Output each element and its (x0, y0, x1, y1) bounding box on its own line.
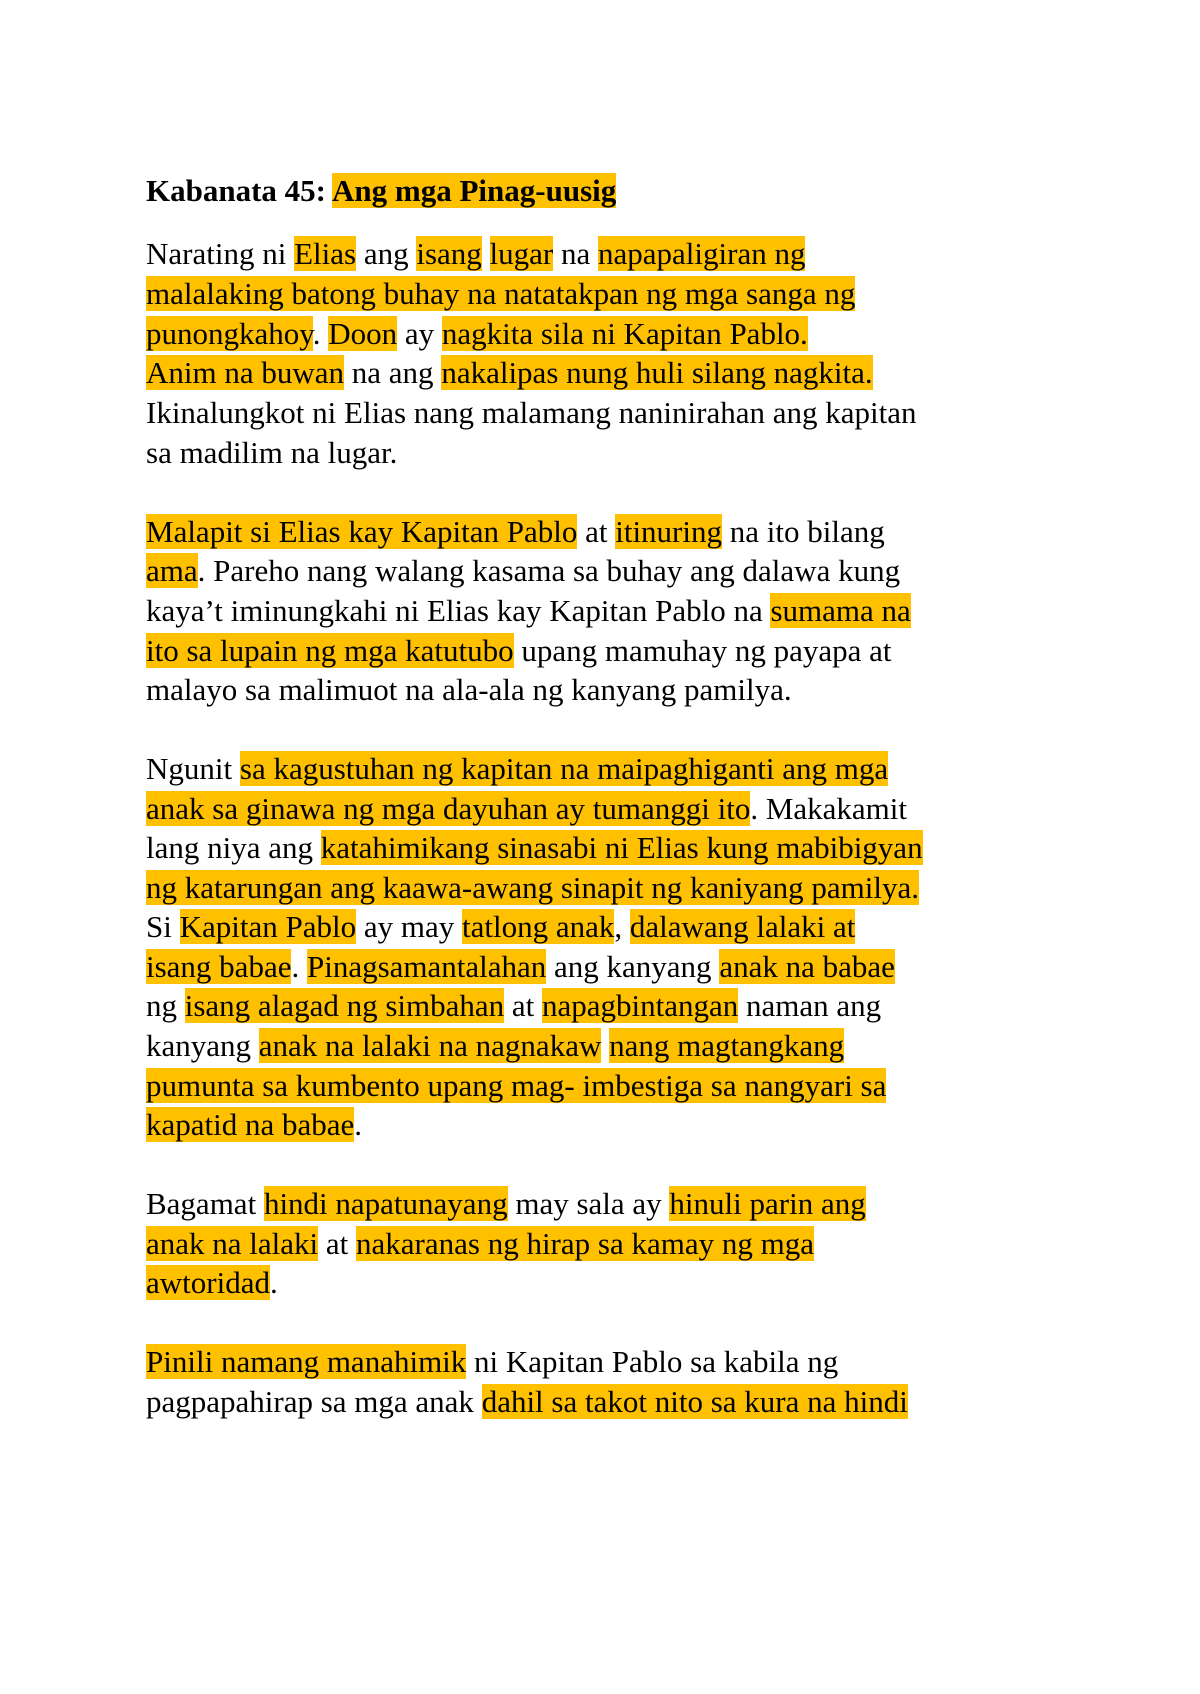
text-run: . (269, 1265, 278, 1300)
text-line (146, 313, 808, 355)
text-run: at (577, 514, 616, 549)
highlighted-text: malalaking batong buhay na natatakpan ng mga sanga ng (146, 276, 856, 311)
text-run: Bagamat (146, 1186, 264, 1221)
highlighted-text: isang (416, 236, 482, 271)
text-run: ang (356, 236, 417, 271)
text-line (146, 1183, 866, 1225)
chapter-title-highlight: Ang mga Pinag-uusig (332, 173, 617, 208)
highlighted-text: anak na lalaki (146, 1226, 319, 1261)
highlighted-text: napagbintangan (542, 988, 739, 1023)
text-line (146, 352, 873, 394)
highlighted-text: ito sa lupain ng mga katutubo (146, 633, 514, 668)
highlighted-text: kapatid na babae (146, 1107, 355, 1142)
chapter-title (146, 170, 616, 212)
text-run: . (291, 949, 307, 984)
highlighted-text: Doon (328, 316, 398, 351)
text-run: lang niya ang (146, 830, 321, 865)
text-line (146, 827, 923, 869)
text-run: pagpapahirap sa mga anak (146, 1384, 482, 1419)
highlighted-text: sa kagustuhan ng kapitan na maipaghiganti ang mga (239, 751, 889, 786)
text-line (146, 630, 892, 672)
highlighted-text: tatlong anak (462, 909, 615, 944)
text-run: na ang (344, 355, 442, 390)
highlighted-text: isang babae (146, 949, 292, 984)
text-run: . (354, 1107, 363, 1142)
highlighted-text: napapaligiran ng (598, 236, 806, 271)
text-run: , (614, 909, 630, 944)
highlighted-text: Malapit si Elias kay Kapitan Pablo (146, 514, 578, 549)
highlighted-text: hindi napatunayang (263, 1186, 508, 1221)
highlighted-text: anak na lalaki na nagnakaw (258, 1028, 602, 1063)
text-run: malayo sa malimuot na ala-ala ng kanyang pamilya. (146, 672, 792, 707)
highlighted-text: awtoridad (146, 1265, 270, 1300)
highlighted-text: Pinagsamantalahan (306, 949, 547, 984)
text-line (146, 432, 397, 474)
text-run: Ngunit (146, 751, 240, 786)
text-line (146, 906, 855, 948)
text-run: Narating ni (146, 236, 295, 271)
text-run: kaya’t iminungkahi ni Elias kay Kapitan Pablo na (146, 593, 771, 628)
highlighted-text: Pinili namang manahimik (146, 1344, 467, 1379)
text-line (146, 1262, 278, 1304)
text-line (146, 867, 919, 909)
text-run: . Pareho nang walang kasama sa buhay ang dalawa kung (197, 553, 901, 588)
text-run: ni Kapitan Pablo sa kabila ng (466, 1344, 839, 1379)
text-run: sa madilim na lugar. (146, 435, 398, 470)
text-line (146, 788, 907, 830)
text-run: Si (146, 909, 180, 944)
text-run: at (318, 1226, 357, 1261)
text-run: ang kanyang (546, 949, 720, 984)
highlighted-text: Anim na buwan (146, 355, 345, 390)
highlighted-text: dalawang lalaki at (629, 909, 856, 944)
highlighted-text: dahil sa takot nito sa kura na hindi (481, 1384, 908, 1419)
text-line (146, 273, 855, 315)
highlighted-text: sumama na (770, 593, 911, 628)
text-line (146, 1341, 838, 1383)
highlighted-text: anak na babae (719, 949, 895, 984)
highlighted-text: punongkahoy (146, 316, 313, 351)
text-line (146, 511, 885, 553)
text-run: at (504, 988, 543, 1023)
text-line (146, 1104, 362, 1146)
highlighted-text: lugar (489, 236, 554, 271)
highlighted-text: nakalipas nung huli silang nagkita. (441, 355, 873, 390)
text-line (146, 748, 888, 790)
highlighted-text: nang magtangkang (609, 1028, 845, 1063)
text-run: na ito bilang (722, 514, 885, 549)
highlighted-text: Elias (294, 236, 357, 271)
highlighted-text: isang alagad ng simbahan (184, 988, 505, 1023)
text-run: ay (397, 316, 442, 351)
text-run: ay may (356, 909, 462, 944)
highlighted-text: katahimikang sinasabi ni Elias kung mabibigyan (320, 830, 923, 865)
chapter-number: Kabanata 45: (146, 173, 333, 208)
text-run: kanyang (146, 1028, 259, 1063)
text-line (146, 1065, 886, 1107)
text-run (601, 1028, 609, 1063)
highlighted-text: pumunta sa kumbento upang mag- imbestiga sa nangyari sa (146, 1068, 887, 1103)
text-line (146, 1223, 814, 1265)
highlighted-text: nagkita sila ni Kapitan Pablo. (441, 316, 808, 351)
text-run: ng (146, 988, 185, 1023)
text-run: . (312, 316, 329, 351)
highlighted-text: anak sa ginawa ng mga dayuhan ay tumanggi ito (146, 791, 751, 826)
text-run: . Makakamit (750, 791, 908, 826)
text-line (146, 985, 881, 1027)
text-line (146, 669, 792, 711)
text-line (146, 1381, 908, 1423)
text-line (146, 1025, 844, 1067)
text-run (482, 236, 490, 271)
text-run: na (553, 236, 598, 271)
highlighted-text: ama (146, 553, 198, 588)
text-line (146, 590, 911, 632)
text-line (146, 233, 805, 275)
highlighted-text: Kapitan Pablo (179, 909, 357, 944)
text-run: may sala ay (507, 1186, 670, 1221)
highlighted-text: itinuring (615, 514, 722, 549)
text-run: naman ang (738, 988, 882, 1023)
text-run: upang mamuhay ng payapa at (513, 633, 892, 668)
highlighted-text: nakaranas ng hirap sa kamay ng mga (356, 1226, 814, 1261)
text-line (146, 392, 916, 434)
text-line (146, 946, 895, 988)
text-line (146, 550, 900, 592)
text-run: Ikinalungkot ni Elias nang malamang naninirahan ang kapitan (146, 395, 917, 430)
highlighted-text: ng katarungan ang kaawa-awang sinapit ng kaniyang pamilya. (146, 870, 920, 905)
highlighted-text: hinuli parin ang (669, 1186, 866, 1221)
